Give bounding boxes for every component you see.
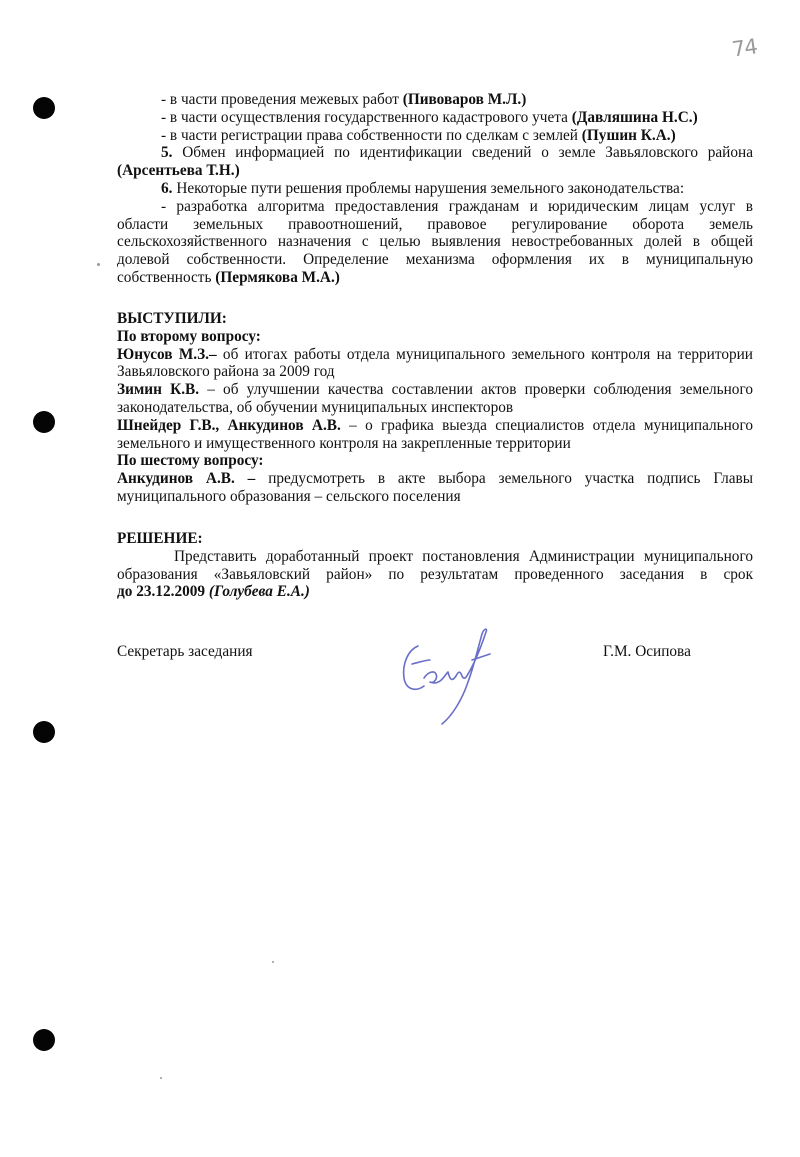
paragraph-text: собственность	[117, 268, 216, 286]
paragraph-line: образования «Завьяловский район» по результатам проведенного заседания в срок	[117, 565, 753, 583]
speaker-line: законодательства, об обучении муниципальных инспекторов	[117, 398, 514, 416]
section-heading: РЕШЕНИЕ:	[117, 530, 203, 547]
responsible-name: (Арсентьева Т.Н.)	[117, 162, 240, 180]
paragraph-line	[117, 583, 753, 601]
decision-section	[117, 530, 753, 601]
list-item-text: - в части осуществления государственного кадастрового учета	[161, 108, 572, 126]
speaker-line: земельного и имущественного контроля на закрепленные территории	[117, 434, 571, 452]
point-number: 6.	[161, 179, 173, 197]
paragraph-line: - разработка алгоритма предоставления гражданам и юридическим лицам услуг в	[161, 197, 753, 215]
responsible-name: (Давляшина Н.С.)	[571, 108, 698, 126]
responsible-name: (Голубева Е.А.)	[208, 583, 310, 601]
handwritten-signature	[390, 620, 500, 730]
signatory-name: Г.М. Осипова	[603, 643, 691, 660]
section-heading: ВЫСТУПИЛИ:	[117, 310, 227, 327]
point-text: Некоторые пути решения проблемы нарушения земельного законодательства:	[176, 179, 685, 197]
speaker-text: об итогах работы отдела муниципального земельного контроля на территории	[216, 345, 753, 363]
responsible-name: (Пушин К.А.)	[581, 126, 676, 144]
binder-hole	[33, 721, 55, 743]
point-number: 5.	[161, 144, 173, 162]
point-5	[117, 144, 753, 162]
speaker-name: Шнейдер Г.В., Анкудинов А.В.	[117, 416, 341, 434]
paragraph-line	[117, 269, 753, 287]
speaker-text: предусмотреть в акте выбора земельного участка подпись Главы	[255, 470, 753, 488]
speaker-name: Юнусов М.З.–	[117, 345, 217, 363]
subheading: По шестому вопросу:	[117, 452, 264, 470]
responsible-name: (Пермякова М.А.)	[215, 268, 340, 286]
speaker-line	[117, 417, 753, 435]
speaker-name: Зимин К.В.	[117, 381, 200, 399]
point-text: Обмен информацией по идентификации сведений о земле Завьяловского района	[182, 144, 753, 162]
scan-speck	[97, 263, 100, 266]
speaker-line: Завьяловского района за 2009 год	[117, 363, 335, 381]
speaker-line: муниципального образования – сельского поселения	[117, 487, 461, 505]
subheading: По второму вопросу:	[117, 327, 261, 345]
point-6-title	[117, 180, 753, 198]
page-number: 74	[730, 34, 759, 62]
scan-speck	[272, 961, 274, 963]
speaker-text: – об улучшении качества составлении актов проверки соблюдения земельного	[199, 381, 753, 399]
responsible-name: (Пивоваров М.Л.)	[402, 91, 527, 108]
speaker-line	[117, 381, 753, 399]
list-item-text: - в части регистрации права собственности по сделкам с землей	[161, 126, 582, 144]
paragraph-line: области земельных правоотношений, правовое регулирование оборота земель	[117, 215, 753, 233]
deadline-date: до 23.12.2009	[117, 583, 206, 601]
list-item	[117, 127, 753, 145]
binder-hole	[33, 1029, 55, 1051]
list-item-text: - в части проведения межевых работ	[161, 91, 403, 108]
binder-hole	[33, 97, 55, 119]
paragraph-line: сельскохозяйственного назначения с целью выявления невостребованных долей в общей	[117, 233, 753, 251]
speaker-line	[117, 346, 753, 364]
scan-speck	[160, 1077, 162, 1079]
speakers-section	[117, 310, 753, 506]
signatory-role: Секретарь заседания	[117, 643, 253, 660]
list-block	[117, 91, 753, 287]
speaker-name: Анкудинов А.В. –	[117, 470, 256, 488]
binder-hole	[33, 411, 55, 433]
speaker-line	[117, 470, 753, 488]
speaker-text: – о графика выезда специалистов отдела муниципального	[340, 416, 753, 434]
paragraph-line: долевой собственности. Определение механизма оформления их в муниципальную	[117, 251, 753, 269]
list-item	[117, 91, 753, 109]
list-item	[117, 109, 753, 127]
paragraph-line: Представить доработанный проект постановления Администрации муниципального	[174, 547, 753, 565]
